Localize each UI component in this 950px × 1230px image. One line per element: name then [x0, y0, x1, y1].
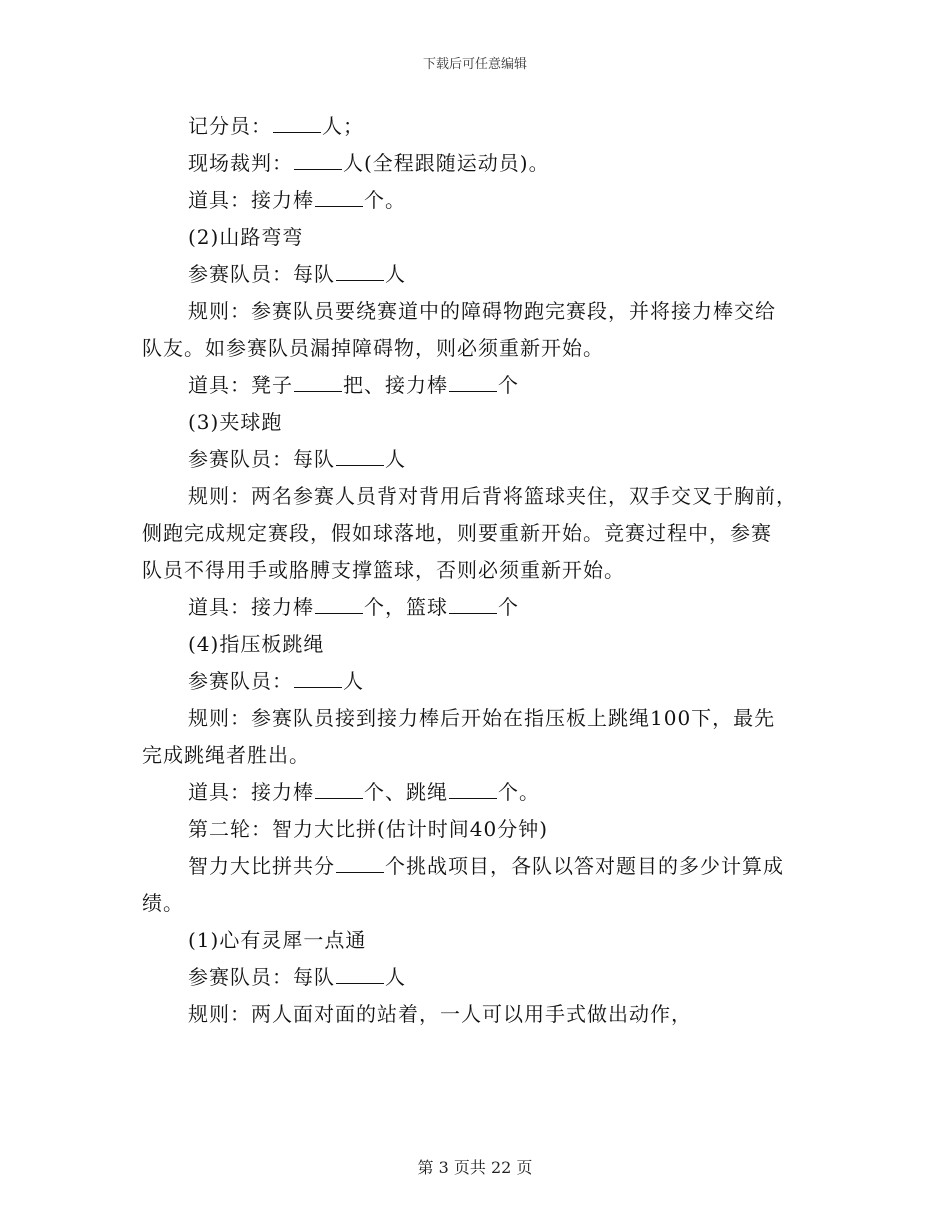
text-line [142, 885, 807, 922]
line-text: 人(全程跟随运动员)。 [343, 151, 550, 175]
text-line [142, 996, 807, 1033]
text-line [142, 182, 807, 219]
line-text: 记分员： [188, 114, 272, 138]
text-line [142, 959, 807, 996]
line-text: (3)夹球跑 [188, 410, 283, 434]
line-text: 规则：参赛队员接到接力棒后开始在指压板上跳绳100下，最先 [188, 706, 776, 730]
line-text: 个。 [364, 188, 406, 212]
text-line [142, 478, 807, 515]
text-line [142, 367, 807, 404]
fill-blank [449, 776, 497, 799]
fill-blank [336, 443, 384, 466]
fill-blank [294, 147, 342, 170]
line-text: 把、接力棒 [343, 373, 448, 397]
line-text: 个。 [498, 780, 540, 804]
line-text: 道具：接力棒 [188, 595, 314, 619]
line-text: 人 [385, 262, 406, 286]
line-text: 参赛队员： [188, 669, 293, 693]
text-line [142, 219, 807, 256]
fill-blank [449, 591, 497, 614]
fill-blank [336, 961, 384, 984]
line-text: 人 [385, 965, 406, 989]
text-line [142, 330, 807, 367]
line-text: 规则：两人面对面的站着，一人可以用手式做出动作， [188, 1002, 692, 1026]
line-text: 队友。如参赛队员漏掉障碍物，则必须重新开始。 [142, 336, 604, 360]
text-line [142, 811, 807, 848]
text-line [142, 737, 807, 774]
text-line [142, 663, 807, 700]
document-body [142, 108, 807, 1033]
line-text: 个 [498, 373, 519, 397]
fill-blank [315, 591, 363, 614]
fill-blank [294, 369, 342, 392]
text-line [142, 626, 807, 663]
text-line [142, 108, 807, 145]
text-line [142, 700, 807, 737]
line-text: (1)心有灵犀一点通 [188, 928, 367, 952]
page-footer: 第 3 页共 22 页 [417, 1158, 533, 1177]
page-header: 下载后可任意编辑 [422, 57, 527, 72]
fill-blank [336, 850, 384, 873]
line-text: 队员不得用手或胳膊支撑篮球，否则必须重新开始。 [142, 558, 625, 582]
fill-blank [315, 776, 363, 799]
text-line [142, 441, 807, 478]
text-line [142, 589, 807, 626]
line-text: 人； [322, 114, 364, 138]
line-text: 道具：接力棒 [188, 780, 314, 804]
line-text: 参赛队员：每队 [188, 965, 335, 989]
text-line [142, 404, 807, 441]
line-text: 个，篮球 [364, 595, 448, 619]
text-line [142, 552, 807, 589]
line-text: 第二轮：智力大比拼(估计时间40分钟) [188, 817, 549, 841]
line-text: 个、跳绳 [364, 780, 448, 804]
line-text: 参赛队员：每队 [188, 447, 335, 471]
line-text: 人 [385, 447, 406, 471]
line-text: (2)山路弯弯 [188, 225, 304, 249]
fill-blank [449, 369, 497, 392]
fill-blank [294, 665, 342, 688]
text-line [142, 256, 807, 293]
line-text: 个挑战项目，各队以答对题目的多少计算成 [385, 854, 784, 878]
line-text: 个 [498, 595, 519, 619]
line-text: 绩。 [142, 891, 184, 915]
text-line [142, 145, 807, 182]
line-text: 现场裁判： [188, 151, 293, 175]
line-text: 规则：参赛队员要绕赛道中的障碍物跑完赛段，并将接力棒交给 [188, 299, 776, 323]
fill-blank [315, 184, 363, 207]
line-text: (4)指压板跳绳 [188, 632, 325, 656]
line-text: 规则：两名参赛人员背对背用后背将篮球夹住，双手交叉于胸前， [188, 484, 797, 508]
line-text: 侧跑完成规定赛段，假如球落地，则要重新开始。竞赛过程中，参赛 [142, 521, 772, 545]
text-line [142, 515, 807, 552]
line-text: 道具：接力棒 [188, 188, 314, 212]
text-line [142, 293, 807, 330]
fill-blank [273, 110, 321, 133]
fill-blank [336, 258, 384, 281]
text-line [142, 922, 807, 959]
line-text: 参赛队员：每队 [188, 262, 335, 286]
line-text: 人 [343, 669, 364, 693]
line-text: 道具：凳子 [188, 373, 293, 397]
text-line [142, 848, 807, 885]
line-text: 完成跳绳者胜出。 [142, 743, 310, 767]
line-text: 智力大比拼共分 [188, 854, 335, 878]
text-line [142, 774, 807, 811]
